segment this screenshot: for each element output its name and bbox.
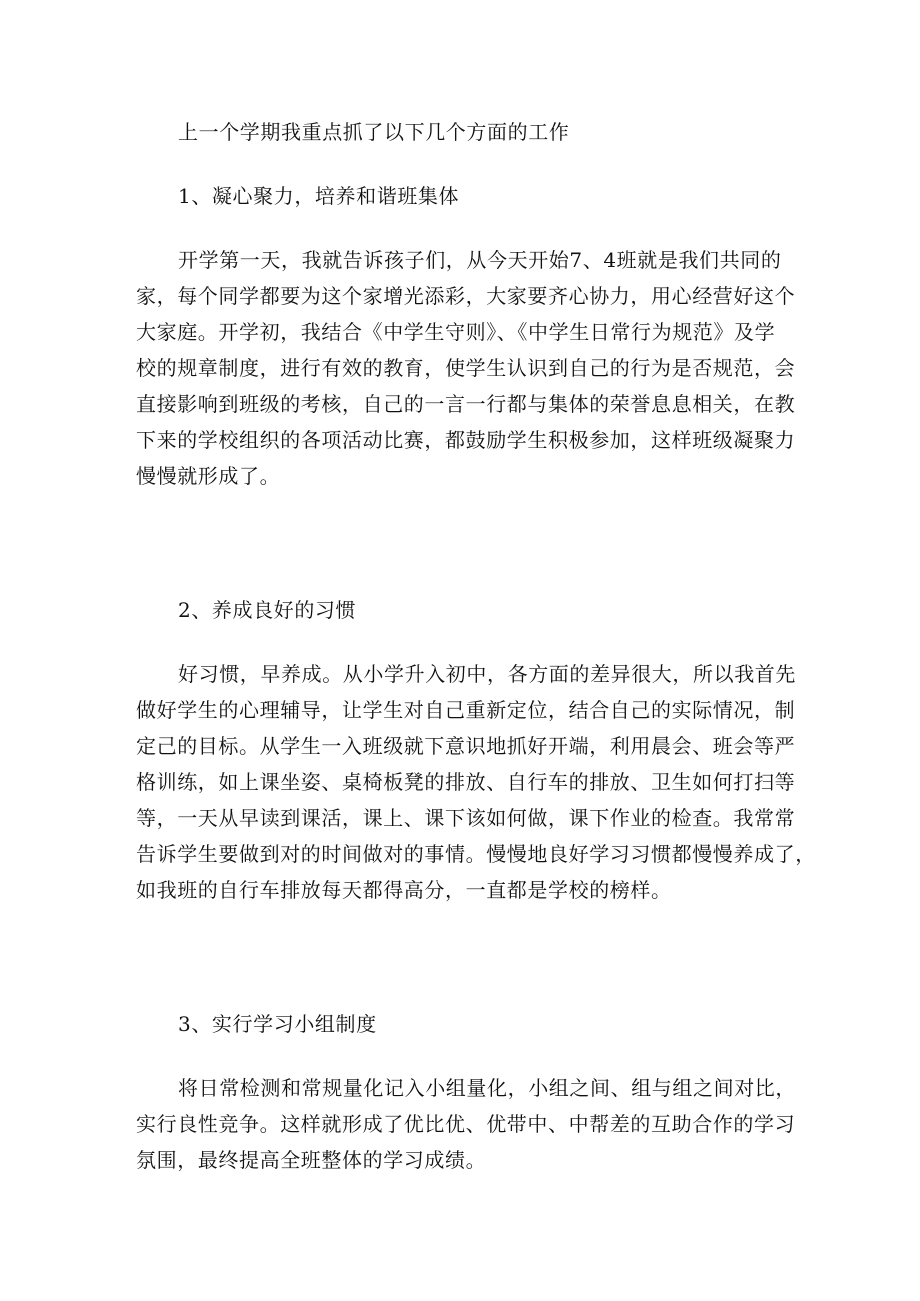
section-1-line-6: 下来的学校组织的各项活动比赛，都鼓励学生积极参加，这样班级凝聚力 [136, 428, 796, 452]
section-2-heading: 2、养成良好的习惯 [178, 598, 357, 622]
section-3-line-3: 氛围，最终提高全班整体的学习成绩。 [136, 1148, 487, 1172]
intro-text: 上一个学期我重点抓了以下几个方面的工作 [178, 120, 570, 144]
section-2-line-1: 好习惯，早养成。从小学升入初中，各方面的差异很大，所以我首先 [178, 662, 796, 686]
section-2-line-7: 如我班的自行车排放每天都得高分，一直都是学校的榜样。 [136, 878, 672, 902]
section-1-heading: 1、凝心聚力，培养和谐班集体 [178, 184, 460, 208]
section-3-line-2: 实行良性竞争。这样就形成了优比优、优带中、中帮差的互助合作的学习 [136, 1112, 796, 1136]
section-2-line-6: 告诉学生要做到对的时间做对的事情。慢慢地良好学习习惯都慢慢养成了， [136, 842, 816, 866]
section-1-line-5: 直接影响到班级的考核，自己的一言一行都与集体的荣誉息息相关，在教 [136, 392, 796, 416]
section-1-line-2: 家，每个同学都要为这个家增光添彩，大家要齐心协力，用心经营好这个 [136, 284, 796, 308]
section-2-line-3: 定己的目标。从学生一入班级就下意识地抓好开端，利用晨会、班会等严 [136, 734, 796, 758]
section-1-line-3: 大家庭。开学初，我结合《中学生守则》、《中学生日常行为规范》及学 [136, 320, 776, 344]
section-1-line-1: 开学第一天，我就告诉孩子们，从今天开始7、4班就是我们共同的 [178, 248, 782, 272]
section-1-line-4: 校的规章制度，进行有效的教育，使学生认识到自己的行为是否规范，会 [136, 356, 796, 380]
section-2-line-5: 等，一天从早读到课活，课上、课下该如何做，课下作业的检查。我常常 [136, 806, 796, 830]
section-2-line-4: 格训练，如上课坐姿、桌椅板凳的排放、自行车的排放、卫生如何打扫等 [136, 770, 796, 794]
section-2-line-2: 做好学生的心理辅导，让学生对自己重新定位，结合自己的实际情况，制 [136, 698, 796, 722]
section-3-heading: 3、实行学习小组制度 [178, 1012, 377, 1036]
section-1-line-7: 慢慢就形成了。 [136, 464, 281, 488]
section-3-line-1: 将日常检测和常规量化记入小组量化，小组之间、组与组之间对比， [178, 1076, 796, 1100]
